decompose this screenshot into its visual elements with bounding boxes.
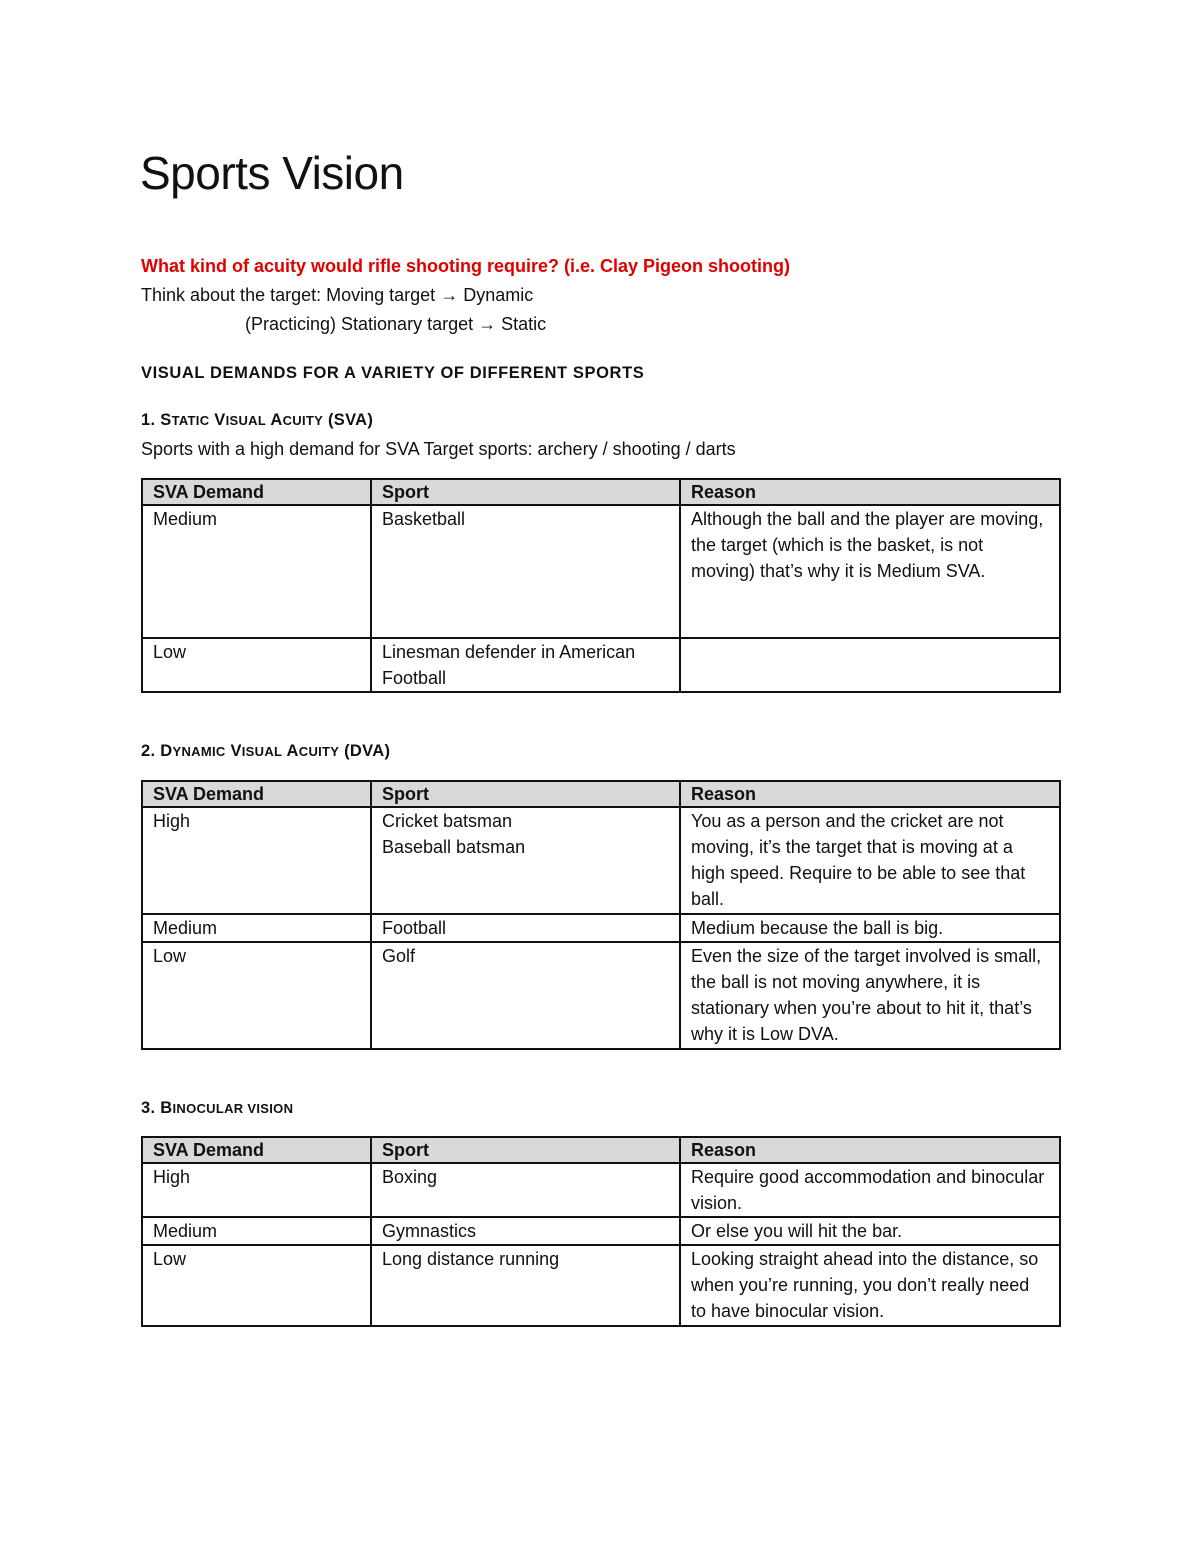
- sport-cell: Golf: [371, 942, 680, 1049]
- table-header-row: [142, 781, 1060, 807]
- main-heading: VISUAL DEMANDS FOR A VARIETY OF DIFFERENT SPORTS: [141, 364, 645, 382]
- sva-table: [141, 478, 1061, 693]
- think-line-stationary-result: Static: [501, 314, 547, 334]
- demand-cell: Medium: [142, 505, 371, 638]
- think-line-moving-text: Think about the target: Moving target: [141, 285, 436, 305]
- reason-cell: Although the ball and the player are moving, the target (which is the basket, is not moving) that’s why it is Medium SVA.: [680, 505, 1060, 638]
- sport-cell: Gymnastics: [371, 1217, 680, 1245]
- table-header-row: [142, 479, 1060, 505]
- table-header-row: [142, 1137, 1060, 1163]
- demand-cell: High: [142, 1163, 371, 1217]
- column-header: Sport: [371, 1137, 680, 1163]
- arrow-right-icon: →: [440, 285, 459, 305]
- reason-cell: Or else you will hit the bar.: [680, 1217, 1060, 1245]
- table-row: [142, 1245, 1060, 1326]
- reason-cell: Even the size of the target involved is small, the ball is not moving anywhere, it is stationary when you’re about to hit it, that’s why it is Low DVA.: [680, 942, 1060, 1049]
- dva-table: [141, 780, 1061, 1050]
- table-row: [142, 914, 1060, 942]
- demand-cell: Medium: [142, 1217, 371, 1245]
- sport-cell: Boxing: [371, 1163, 680, 1217]
- reason-cell: Looking straight ahead into the distance, so when you’re running, you don’t really need to have binocular vision.: [680, 1245, 1060, 1326]
- sport-cell: Long distance running: [371, 1245, 680, 1326]
- page-title: Sports Vision: [140, 147, 404, 199]
- reason-cell: [680, 638, 1060, 692]
- think-line-stationary-text: (Practicing) Stationary target: [245, 314, 474, 334]
- table-row: [142, 807, 1060, 914]
- section-heading-sva: 1. STATIC VISUAL ACUITY (SVA): [141, 411, 374, 429]
- table-row: [142, 1217, 1060, 1245]
- arrow-right-icon: →: [478, 314, 497, 334]
- sport-cell: Linesman defender in American Football: [371, 638, 680, 692]
- column-header: Reason: [680, 1137, 1060, 1163]
- column-header: SVA Demand: [142, 781, 371, 807]
- section-heading-binocular: 3. BINOCULAR VISION: [141, 1099, 294, 1117]
- binocular-table: [141, 1136, 1061, 1327]
- demand-cell: Low: [142, 942, 371, 1049]
- think-line-moving: [141, 283, 533, 307]
- reason-cell: Medium because the ball is big.: [680, 914, 1060, 942]
- table-row: [142, 505, 1060, 638]
- reason-cell: Require good accommodation and binocular vision.: [680, 1163, 1060, 1217]
- table-row: [142, 638, 1060, 692]
- demand-cell: Medium: [142, 914, 371, 942]
- reason-cell: You as a person and the cricket are not moving, it’s the target that is moving at a high speed. Require to be able to see that ball.: [680, 807, 1060, 914]
- column-header: SVA Demand: [142, 479, 371, 505]
- column-header: SVA Demand: [142, 1137, 371, 1163]
- think-line-stationary: [245, 312, 546, 336]
- column-header: Reason: [680, 781, 1060, 807]
- column-header: Sport: [371, 781, 680, 807]
- section-heading-dva: 2. DYNAMIC VISUAL ACUITY (DVA): [141, 742, 391, 760]
- column-header: Reason: [680, 479, 1060, 505]
- sport-cell: Cricket batsman Baseball batsman: [371, 807, 680, 914]
- demand-cell: Low: [142, 638, 371, 692]
- sport-cell: Basketball: [371, 505, 680, 638]
- column-header: Sport: [371, 479, 680, 505]
- think-line-moving-result: Dynamic: [463, 285, 534, 305]
- table-row: [142, 1163, 1060, 1217]
- demand-cell: Low: [142, 1245, 371, 1326]
- table-row: [142, 942, 1060, 1049]
- question-text: What kind of acuity would rifle shooting require? (i.e. Clay Pigeon shooting): [141, 256, 791, 276]
- section-subtitle-sva: Sports with a high demand for SVA Target sports: archery / shooting / darts: [141, 439, 736, 459]
- sport-cell: Football: [371, 914, 680, 942]
- demand-cell: High: [142, 807, 371, 914]
